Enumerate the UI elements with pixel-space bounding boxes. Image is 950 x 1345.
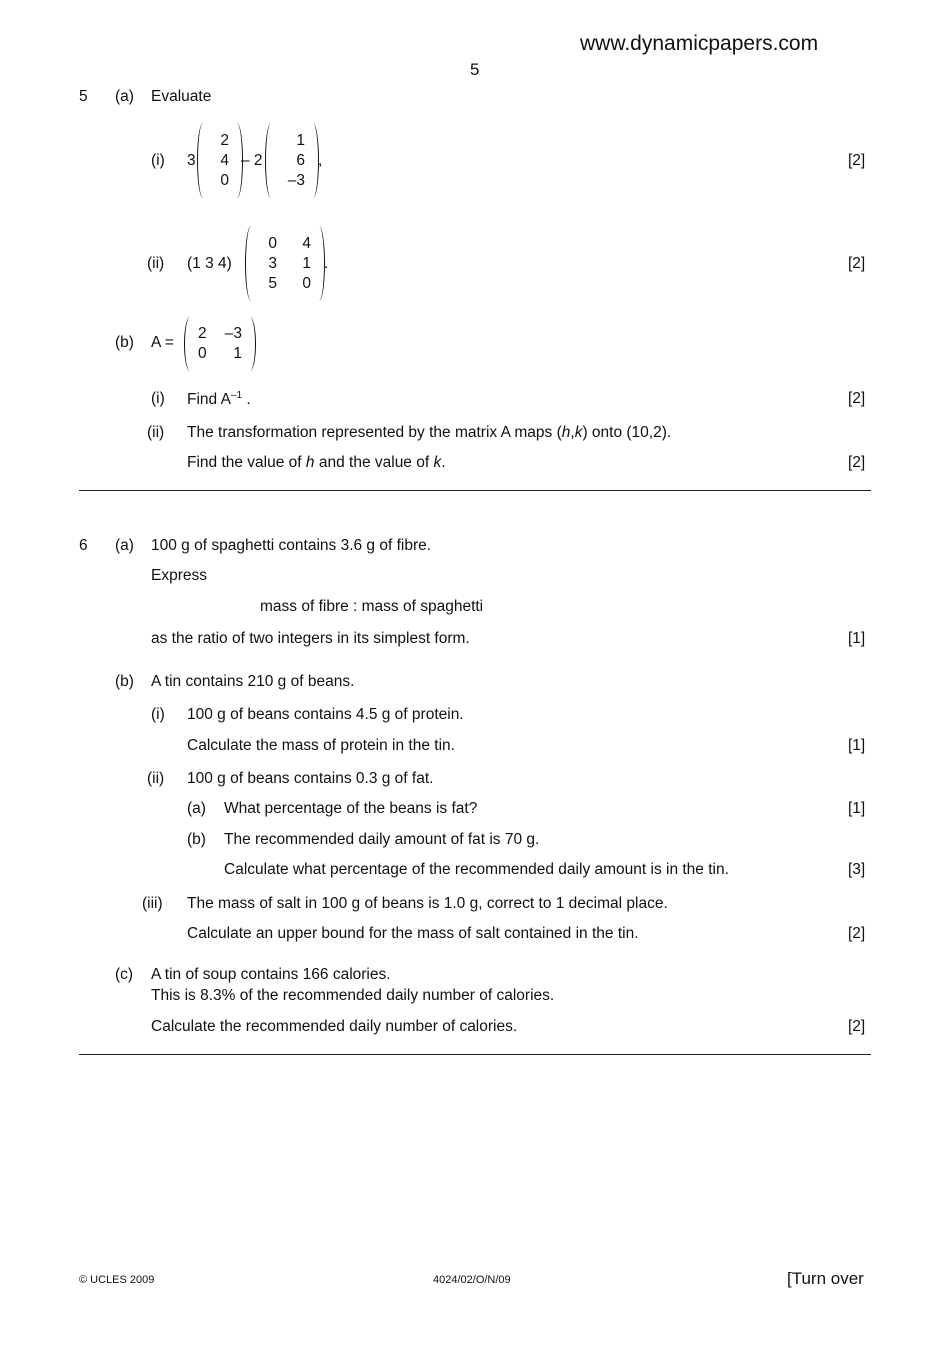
q6biii-line2: Calculate an upper bound for the mass of salt contained in the tin. bbox=[187, 925, 639, 942]
q5bii-line1 bbox=[187, 424, 671, 442]
q5bii-find-c: . bbox=[441, 454, 446, 471]
q5bii-label: (ii) bbox=[147, 424, 165, 441]
q6b-stem: A tin contains 210 g of beans. bbox=[151, 673, 355, 690]
q5aii-mark: [2] bbox=[848, 255, 866, 272]
q6bii-line1: 100 g of beans contains 0.3 g of fat. bbox=[187, 770, 434, 787]
q5aii-end: . bbox=[324, 255, 329, 272]
copyright: © UCLES 2009 bbox=[79, 1274, 155, 1286]
matrix-entry: 0 bbox=[268, 234, 277, 252]
q5bii-line2 bbox=[187, 454, 446, 472]
q6biib-line1: The recommended daily amount of fat is 70 g. bbox=[224, 831, 540, 848]
q6biii-label: (iii) bbox=[142, 895, 163, 912]
q6bi-label: (i) bbox=[151, 706, 165, 723]
q6bi-line1: 100 g of beans contains 4.5 g of protein. bbox=[187, 706, 464, 723]
q5aii-label: (ii) bbox=[147, 255, 165, 272]
q6bi-mark: [1] bbox=[848, 737, 866, 754]
q5b-definition: A = bbox=[151, 334, 174, 351]
q6biii-mark: [2] bbox=[848, 925, 866, 942]
q5ai-vector-2 bbox=[265, 123, 319, 198]
matrix-entry: 0 bbox=[302, 274, 311, 292]
section-divider bbox=[79, 1054, 871, 1055]
q6biia-label: (a) bbox=[187, 800, 206, 817]
q5bi-inverse-exponent: –1 bbox=[230, 390, 243, 401]
q6c-line2: This is 8.3% of the recommended daily number of calories. bbox=[151, 987, 555, 1004]
matrix-entry: 0 bbox=[198, 345, 207, 362]
vector-entry: 1 bbox=[296, 131, 305, 149]
q6a-ratio: mass of fibre : mass of spaghetti bbox=[260, 598, 484, 615]
q5ai-operator: – 2 bbox=[241, 152, 263, 169]
q5a-stem: Evaluate bbox=[151, 88, 212, 105]
q5bii-comma: , bbox=[570, 424, 575, 441]
vector-entry: 6 bbox=[296, 151, 305, 169]
q6c-label: (c) bbox=[115, 966, 134, 983]
turn-over: [Turn over bbox=[787, 1269, 864, 1288]
q6biib-mark: [3] bbox=[848, 861, 866, 878]
q5ai-mark: [2] bbox=[848, 152, 866, 169]
q5ai-end: , bbox=[318, 152, 323, 169]
q5ai-coefficient: 3 bbox=[187, 152, 196, 169]
page-number: 5 bbox=[470, 60, 480, 79]
section-divider bbox=[79, 490, 871, 491]
website-url: www.dynamicpapers.com bbox=[580, 32, 819, 55]
vector-entry: 4 bbox=[220, 151, 229, 169]
matrix-entry: 2 bbox=[198, 325, 207, 342]
q5aii-matrix bbox=[245, 226, 325, 301]
q5bii-mark: [2] bbox=[848, 454, 866, 471]
q6bii-label: (ii) bbox=[147, 770, 165, 787]
vector-entry: 0 bbox=[220, 171, 229, 189]
matrix-entry: –3 bbox=[224, 325, 242, 342]
q5bii-find-a: Find the value of bbox=[187, 454, 306, 471]
q5a-label: (a) bbox=[115, 88, 134, 105]
q6a-label: (a) bbox=[115, 537, 134, 554]
q6bi-line2: Calculate the mass of protein in the tin. bbox=[187, 737, 455, 754]
q5bi-text bbox=[187, 390, 251, 409]
variable-k: k bbox=[433, 454, 442, 471]
q5bii-text-a: The transformation represented by the matrix A maps ( bbox=[187, 424, 562, 441]
question-6-number: 6 bbox=[79, 537, 88, 554]
matrix-entry: 1 bbox=[302, 254, 311, 272]
q6a-mark: [1] bbox=[848, 630, 866, 647]
q6b-label: (b) bbox=[115, 673, 134, 690]
q5ai-vector-1 bbox=[197, 123, 243, 198]
q5bii-find-b: and the value of bbox=[314, 454, 434, 471]
q6biia-mark: [1] bbox=[848, 800, 866, 817]
q6c-line3: Calculate the recommended daily number of calories. bbox=[151, 1018, 518, 1035]
q5bi-end: . bbox=[242, 391, 251, 409]
q5b-matrix-a bbox=[184, 317, 256, 371]
q5aii-row-vector: (1 3 4) bbox=[187, 255, 232, 272]
q6c-mark: [2] bbox=[848, 1018, 866, 1035]
matrix-entry: 1 bbox=[233, 345, 242, 362]
variable-h: h bbox=[561, 424, 571, 441]
q5bi-label: (i) bbox=[151, 390, 165, 407]
vector-entry: –3 bbox=[287, 171, 305, 189]
q6c-line1: A tin of soup contains 166 calories. bbox=[151, 966, 391, 983]
question-5-number: 5 bbox=[79, 88, 88, 105]
matrix-entry: 3 bbox=[268, 254, 277, 272]
q6biib-line2: Calculate what percentage of the recommended daily amount is in the tin. bbox=[224, 861, 729, 878]
q5bi-find: Find A bbox=[187, 391, 231, 409]
q6a-line1: 100 g of spaghetti contains 3.6 g of fibre. bbox=[151, 537, 432, 554]
variable-k: k bbox=[574, 424, 583, 441]
q5bi-mark: [2] bbox=[848, 390, 866, 407]
variable-h: h bbox=[305, 454, 315, 471]
q6a-line2: Express bbox=[151, 567, 207, 584]
vector-entry: 2 bbox=[220, 131, 229, 149]
paper-code: 4024/02/O/N/09 bbox=[433, 1274, 511, 1286]
matrix-entry: 4 bbox=[302, 234, 311, 252]
matrix-entry: 5 bbox=[268, 274, 277, 292]
q6biib-label: (b) bbox=[187, 831, 206, 848]
q6biii-line1: The mass of salt in 100 g of beans is 1.0 g, correct to 1 decimal place. bbox=[187, 895, 668, 912]
q6biia-text: What percentage of the beans is fat? bbox=[224, 800, 478, 817]
q5bii-text-b: ) onto (10,2). bbox=[582, 424, 672, 441]
q5b-label: (b) bbox=[115, 334, 134, 351]
q6a-line4: as the ratio of two integers in its simplest form. bbox=[151, 630, 470, 647]
q5ai-label: (i) bbox=[151, 152, 165, 169]
